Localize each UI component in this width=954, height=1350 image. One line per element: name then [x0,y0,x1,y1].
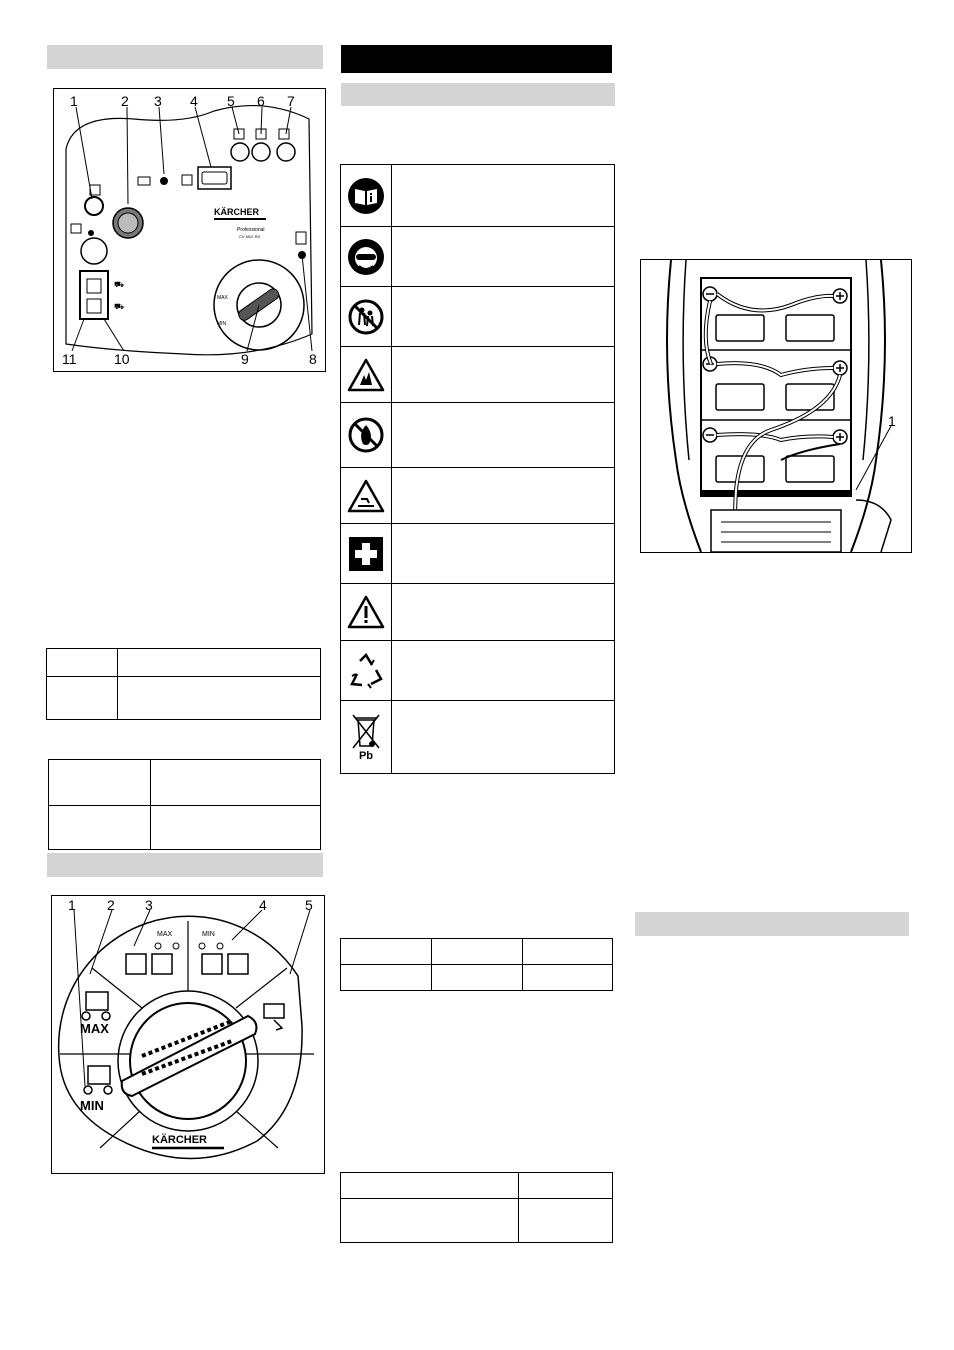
callout-2: 2 [121,93,129,109]
program-knob-drawing [52,896,324,1173]
table-cell [341,1173,519,1199]
chapter-header-bar [341,45,612,73]
list-item [341,641,614,701]
list-item [341,701,614,773]
callout-4: 4 [190,93,198,109]
symbol-text [392,347,614,402]
symbol-text [392,287,614,346]
knob-label-min: MIN [80,1098,104,1113]
callout-5: 5 [227,93,235,109]
table-cell [341,1199,519,1243]
middle-table-1 [340,938,613,991]
symbol-text [392,227,614,286]
table-cell [118,677,321,720]
table-cell [341,965,432,991]
symbol-text [392,701,614,773]
pb-label: Pb [358,750,374,762]
section-header-bar-4 [635,912,909,936]
table-cell [47,677,118,720]
list-item [341,287,614,347]
section-header-bar-2 [47,853,323,877]
svg-text:⛟: ⛟ [114,302,125,311]
no-fire-icon [341,403,392,467]
symbol-text [392,641,614,700]
table-cell [519,1173,613,1199]
corrosive-hazard-icon [341,468,392,523]
symbol-text [392,524,614,583]
callout-knob-1: 1 [68,897,76,913]
battery-drawing [641,260,911,552]
list-item [341,524,614,584]
knob-label-min-small: MIN [202,931,215,938]
table-cell [432,965,523,991]
table-cell [47,649,118,677]
left-table-2 [48,759,321,850]
knob-label-max: MAX [80,1021,109,1036]
control-panel-drawing [54,89,325,371]
knob-brand-logo: KÄRCHER [152,1134,207,1146]
list-item [341,165,614,227]
table-cell [523,965,613,991]
eye-protection-icon [341,227,392,286]
panel-knob-max: MAX [217,295,228,301]
list-item [341,227,614,287]
callout-6: 6 [257,93,265,109]
callout-3: 3 [154,93,162,109]
callout-knob-4: 4 [259,897,267,913]
symbol-text [392,468,614,523]
keep-children-away-icon [341,287,392,346]
panel-model-line1: Professional [237,227,265,233]
table-cell [49,760,151,806]
program-knob-figure [51,895,325,1174]
explosion-hazard-icon [341,347,392,402]
callout-9: 9 [241,351,249,367]
section-header-bar-3 [341,83,615,106]
callout-battery-1: 1 [888,413,896,429]
table-cell [49,806,151,850]
table-cell [118,649,321,677]
table-cell [151,806,321,850]
svg-text:⛟: ⛟ [114,280,125,289]
table-cell [432,939,523,965]
panel-model-line2: CV 60/2 RS [239,234,261,239]
panel-knob-min: MIN [217,321,227,327]
first-aid-icon [341,524,392,583]
callout-10: 10 [114,351,130,367]
symbol-text [392,165,614,226]
manual-book-icon [341,165,392,226]
symbol-text [392,584,614,640]
panel-brand-logo: KÄRCHER [214,207,259,217]
section-header-bar-1 [47,45,323,69]
callout-7: 7 [287,93,295,109]
list-item [341,584,614,641]
list-item [341,468,614,524]
knob-label-max-small: MAX [157,931,173,938]
battery-figure [640,259,912,553]
left-table-1 [46,648,321,720]
callout-knob-2: 2 [107,897,115,913]
middle-table-2 [340,1172,613,1243]
recycling-icon [341,641,392,700]
symbol-table [340,164,615,774]
callout-1: 1 [70,93,78,109]
warning-triangle-icon [341,584,392,640]
callout-11: 11 [62,351,77,367]
table-cell [523,939,613,965]
table-cell [341,939,432,965]
callout-8: 8 [309,351,317,367]
crossed-bin-icon [341,701,392,773]
callout-knob-3: 3 [145,897,153,913]
list-item [341,347,614,403]
table-cell [151,760,321,806]
control-panel-figure [53,88,326,372]
symbol-text [392,403,614,467]
list-item [341,403,614,468]
callout-knob-5: 5 [305,897,313,913]
table-cell [519,1199,613,1243]
